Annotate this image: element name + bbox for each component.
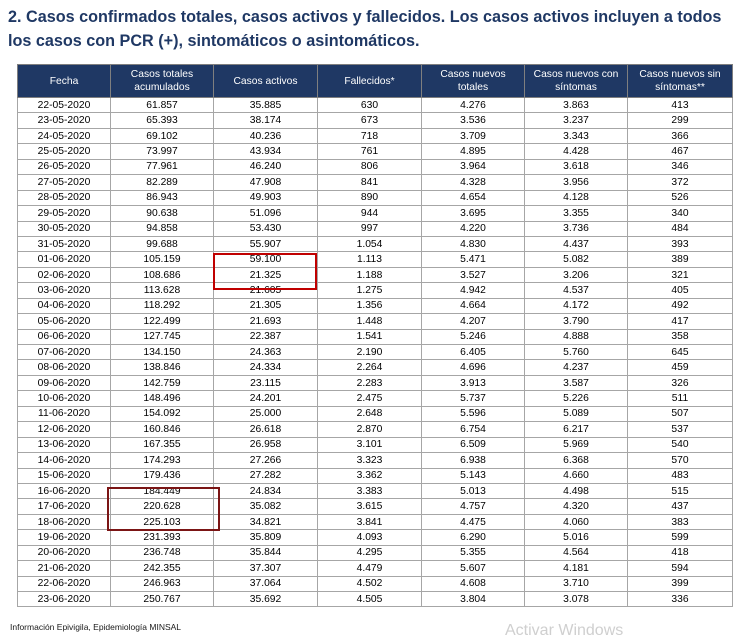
table-row	[18, 360, 733, 375]
cell-casos-nuevos-sin-sintomas: 570	[628, 453, 733, 468]
cell-casos-activos: 40.236	[214, 128, 318, 143]
cell-casos-totales-acumulados: 65.393	[111, 113, 214, 128]
cell-casos-nuevos-totales: 4.654	[422, 190, 525, 205]
table-row	[18, 545, 733, 560]
cell-fallecidos: 1.541	[318, 329, 422, 344]
cell-fecha: 06-06-2020	[18, 329, 111, 344]
table-row	[18, 221, 733, 236]
cell-casos-totales-acumulados: 77.961	[111, 159, 214, 174]
cell-fallecidos: 841	[318, 175, 422, 190]
cell-fallecidos: 3.841	[318, 514, 422, 529]
table-row	[18, 499, 733, 514]
cell-casos-activos: 24.363	[214, 345, 318, 360]
table-row	[18, 236, 733, 251]
cell-casos-nuevos-sin-sintomas: 484	[628, 221, 733, 236]
cell-casos-totales-acumulados: 236.748	[111, 545, 214, 560]
cell-fecha: 22-05-2020	[18, 98, 111, 113]
cell-casos-nuevos-con-sintomas: 3.710	[525, 576, 628, 591]
table-row	[18, 345, 733, 360]
cell-casos-activos: 27.282	[214, 468, 318, 483]
cell-casos-activos: 26.618	[214, 422, 318, 437]
cell-casos-nuevos-totales: 3.527	[422, 267, 525, 282]
table-header-row	[18, 65, 733, 98]
cell-casos-nuevos-totales: 6.938	[422, 453, 525, 468]
table-row	[18, 483, 733, 498]
cell-casos-nuevos-sin-sintomas: 399	[628, 576, 733, 591]
cell-casos-totales-acumulados: 220.628	[111, 499, 214, 514]
cell-fallecidos: 1.275	[318, 283, 422, 298]
table-row	[18, 561, 733, 576]
cell-casos-nuevos-con-sintomas: 5.760	[525, 345, 628, 360]
cell-fecha: 21-06-2020	[18, 561, 111, 576]
cell-casos-nuevos-con-sintomas: 5.082	[525, 252, 628, 267]
table-row	[18, 375, 733, 390]
cell-casos-nuevos-totales: 3.695	[422, 206, 525, 221]
header-fecha: Fecha	[18, 65, 111, 98]
cell-casos-nuevos-totales: 3.913	[422, 375, 525, 390]
cell-casos-nuevos-totales: 5.143	[422, 468, 525, 483]
cell-casos-nuevos-con-sintomas: 3.343	[525, 128, 628, 143]
cell-casos-nuevos-sin-sintomas: 413	[628, 98, 733, 113]
cell-fallecidos: 944	[318, 206, 422, 221]
cell-casos-nuevos-totales: 4.895	[422, 144, 525, 159]
table-row	[18, 98, 733, 113]
cell-fallecidos: 2.283	[318, 375, 422, 390]
cell-casos-activos: 22.387	[214, 329, 318, 344]
source-footer: Información Epivigila, Epidemiología MINSAL	[10, 622, 182, 632]
cell-casos-totales-acumulados: 94.858	[111, 221, 214, 236]
table-row	[18, 530, 733, 545]
cell-casos-nuevos-con-sintomas: 6.217	[525, 422, 628, 437]
header-casos-totales-acumulados: Casos totales acumulados	[111, 65, 214, 98]
cell-casos-nuevos-totales: 5.471	[422, 252, 525, 267]
cell-casos-totales-acumulados: 99.688	[111, 236, 214, 251]
cell-fallecidos: 4.502	[318, 576, 422, 591]
cell-casos-totales-acumulados: 179.436	[111, 468, 214, 483]
cell-casos-totales-acumulados: 69.102	[111, 128, 214, 143]
table-row	[18, 252, 733, 267]
cell-fallecidos: 806	[318, 159, 422, 174]
cell-casos-nuevos-con-sintomas: 6.368	[525, 453, 628, 468]
cell-casos-nuevos-con-sintomas: 3.237	[525, 113, 628, 128]
cell-casos-nuevos-sin-sintomas: 326	[628, 375, 733, 390]
cell-casos-totales-acumulados: 174.293	[111, 453, 214, 468]
cell-fallecidos: 2.648	[318, 406, 422, 421]
table-row	[18, 592, 733, 607]
cell-casos-nuevos-totales: 5.596	[422, 406, 525, 421]
cell-casos-totales-acumulados: 154.092	[111, 406, 214, 421]
cell-casos-activos: 26.958	[214, 437, 318, 452]
cell-casos-nuevos-totales: 5.355	[422, 545, 525, 560]
table-row	[18, 128, 733, 143]
header-casos-activos: Casos activos	[214, 65, 318, 98]
windows-activation-watermark: Activar Windows	[505, 622, 624, 639]
cell-fallecidos: 3.101	[318, 437, 422, 452]
cell-fallecidos: 2.870	[318, 422, 422, 437]
cell-casos-nuevos-sin-sintomas: 366	[628, 128, 733, 143]
cell-casos-totales-acumulados: 86.943	[111, 190, 214, 205]
cell-casos-nuevos-sin-sintomas: 340	[628, 206, 733, 221]
cell-fecha: 13-06-2020	[18, 437, 111, 452]
cell-fallecidos: 2.475	[318, 391, 422, 406]
cell-casos-activos: 53.430	[214, 221, 318, 236]
table-row	[18, 576, 733, 591]
cell-casos-nuevos-totales: 4.276	[422, 98, 525, 113]
cell-casos-totales-acumulados: 246.963	[111, 576, 214, 591]
cell-fecha: 24-05-2020	[18, 128, 111, 143]
cell-casos-totales-acumulados: 127.745	[111, 329, 214, 344]
cell-casos-nuevos-con-sintomas: 4.172	[525, 298, 628, 313]
cell-casos-nuevos-con-sintomas: 5.016	[525, 530, 628, 545]
cell-casos-totales-acumulados: 184.449	[111, 483, 214, 498]
cell-casos-nuevos-totales: 3.536	[422, 113, 525, 128]
cell-casos-nuevos-con-sintomas: 4.128	[525, 190, 628, 205]
cell-fecha: 08-06-2020	[18, 360, 111, 375]
cases-table	[17, 64, 733, 607]
cell-casos-totales-acumulados: 138.846	[111, 360, 214, 375]
cell-casos-nuevos-con-sintomas: 4.060	[525, 514, 628, 529]
cell-casos-nuevos-con-sintomas: 5.089	[525, 406, 628, 421]
cell-casos-activos: 49.903	[214, 190, 318, 205]
cell-fecha: 30-05-2020	[18, 221, 111, 236]
cell-casos-nuevos-totales: 3.709	[422, 128, 525, 143]
cell-fecha: 19-06-2020	[18, 530, 111, 545]
cell-casos-nuevos-con-sintomas: 3.863	[525, 98, 628, 113]
cell-casos-nuevos-sin-sintomas: 467	[628, 144, 733, 159]
cell-casos-nuevos-sin-sintomas: 321	[628, 267, 733, 282]
cell-casos-totales-acumulados: 160.846	[111, 422, 214, 437]
cell-casos-nuevos-sin-sintomas: 594	[628, 561, 733, 576]
cell-casos-totales-acumulados: 225.103	[111, 514, 214, 529]
cell-fecha: 12-06-2020	[18, 422, 111, 437]
cell-casos-nuevos-totales: 3.804	[422, 592, 525, 607]
cell-casos-totales-acumulados: 242.355	[111, 561, 214, 576]
cell-casos-totales-acumulados: 122.499	[111, 314, 214, 329]
cell-casos-nuevos-totales: 6.509	[422, 437, 525, 452]
cell-fecha: 07-06-2020	[18, 345, 111, 360]
cell-casos-activos: 21.325	[214, 267, 318, 282]
cell-casos-nuevos-sin-sintomas: 599	[628, 530, 733, 545]
cell-casos-nuevos-sin-sintomas: 515	[628, 483, 733, 498]
cell-casos-activos: 37.064	[214, 576, 318, 591]
cell-fecha: 11-06-2020	[18, 406, 111, 421]
cell-casos-totales-acumulados: 61.857	[111, 98, 214, 113]
cell-casos-activos: 47.908	[214, 175, 318, 190]
cell-fecha: 31-05-2020	[18, 236, 111, 251]
cell-fallecidos: 718	[318, 128, 422, 143]
cell-casos-nuevos-sin-sintomas: 492	[628, 298, 733, 313]
cell-fecha: 29-05-2020	[18, 206, 111, 221]
cell-casos-nuevos-totales: 4.942	[422, 283, 525, 298]
cell-fallecidos: 3.323	[318, 453, 422, 468]
table-row	[18, 468, 733, 483]
cell-fallecidos: 2.264	[318, 360, 422, 375]
cell-fallecidos: 4.505	[318, 592, 422, 607]
cell-casos-nuevos-sin-sintomas: 459	[628, 360, 733, 375]
cell-fallecidos: 3.362	[318, 468, 422, 483]
cell-casos-nuevos-sin-sintomas: 417	[628, 314, 733, 329]
cell-casos-nuevos-totales: 4.664	[422, 298, 525, 313]
cell-casos-nuevos-sin-sintomas: 346	[628, 159, 733, 174]
cell-casos-nuevos-con-sintomas: 3.206	[525, 267, 628, 282]
cell-casos-totales-acumulados: 82.289	[111, 175, 214, 190]
cell-casos-activos: 35.885	[214, 98, 318, 113]
cell-fallecidos: 630	[318, 98, 422, 113]
cell-fallecidos: 1.054	[318, 236, 422, 251]
cell-casos-nuevos-con-sintomas: 4.237	[525, 360, 628, 375]
cell-casos-totales-acumulados: 167.355	[111, 437, 214, 452]
cell-fallecidos: 997	[318, 221, 422, 236]
cell-casos-nuevos-totales: 6.405	[422, 345, 525, 360]
header-casos-nuevos-sin-sintomas: Casos nuevos sin síntomas**	[628, 65, 733, 98]
cell-casos-nuevos-con-sintomas: 4.498	[525, 483, 628, 498]
cell-fecha: 28-05-2020	[18, 190, 111, 205]
cell-casos-activos: 23.115	[214, 375, 318, 390]
table-row	[18, 283, 733, 298]
cell-casos-nuevos-con-sintomas: 3.587	[525, 375, 628, 390]
cell-casos-nuevos-sin-sintomas: 537	[628, 422, 733, 437]
cell-fallecidos: 1.188	[318, 267, 422, 282]
cell-fecha: 01-06-2020	[18, 252, 111, 267]
cell-casos-activos: 37.307	[214, 561, 318, 576]
cell-casos-nuevos-sin-sintomas: 393	[628, 236, 733, 251]
cell-casos-activos: 24.201	[214, 391, 318, 406]
cell-fecha: 09-06-2020	[18, 375, 111, 390]
cell-casos-activos: 21.305	[214, 298, 318, 313]
cell-casos-totales-acumulados: 134.150	[111, 345, 214, 360]
table-row	[18, 514, 733, 529]
cell-casos-nuevos-totales: 6.754	[422, 422, 525, 437]
cell-casos-activos: 51.096	[214, 206, 318, 221]
cell-casos-nuevos-sin-sintomas: 418	[628, 545, 733, 560]
cell-casos-activos: 35.809	[214, 530, 318, 545]
cell-casos-nuevos-totales: 3.964	[422, 159, 525, 174]
cell-casos-nuevos-con-sintomas: 4.437	[525, 236, 628, 251]
cell-casos-nuevos-con-sintomas: 3.956	[525, 175, 628, 190]
cell-casos-activos: 38.174	[214, 113, 318, 128]
cell-casos-nuevos-totales: 4.220	[422, 221, 525, 236]
cell-fecha: 04-06-2020	[18, 298, 111, 313]
cell-fecha: 15-06-2020	[18, 468, 111, 483]
cell-casos-totales-acumulados: 105.159	[111, 252, 214, 267]
cell-casos-nuevos-sin-sintomas: 540	[628, 437, 733, 452]
table-row	[18, 453, 733, 468]
table-row	[18, 190, 733, 205]
cell-casos-nuevos-totales: 4.696	[422, 360, 525, 375]
cell-casos-nuevos-totales: 5.737	[422, 391, 525, 406]
cell-casos-nuevos-totales: 4.757	[422, 499, 525, 514]
section-heading: 2. Casos confirmados totales, casos activos y fallecidos. Los casos activos incluyen a todos los casos con PCR (+), sintomáticos o asintomáticos.	[8, 8, 722, 50]
cell-casos-nuevos-totales: 4.207	[422, 314, 525, 329]
cell-fecha: 25-05-2020	[18, 144, 111, 159]
cell-casos-totales-acumulados: 231.393	[111, 530, 214, 545]
cell-casos-nuevos-con-sintomas: 3.790	[525, 314, 628, 329]
cell-casos-nuevos-sin-sintomas: 383	[628, 514, 733, 529]
table-row	[18, 391, 733, 406]
table-row	[18, 144, 733, 159]
cell-casos-totales-acumulados: 118.292	[111, 298, 214, 313]
cell-fallecidos: 1.448	[318, 314, 422, 329]
table-row	[18, 422, 733, 437]
cell-casos-activos: 24.334	[214, 360, 318, 375]
table-row	[18, 437, 733, 452]
cell-fecha: 27-05-2020	[18, 175, 111, 190]
cell-casos-totales-acumulados: 113.628	[111, 283, 214, 298]
cell-casos-activos: 35.082	[214, 499, 318, 514]
table-row	[18, 159, 733, 174]
cell-casos-activos: 25.000	[214, 406, 318, 421]
cell-casos-activos: 46.240	[214, 159, 318, 174]
cell-casos-activos: 21.605	[214, 283, 318, 298]
cell-casos-activos: 59.100	[214, 252, 318, 267]
cell-casos-nuevos-totales: 5.246	[422, 329, 525, 344]
cell-fallecidos: 3.383	[318, 483, 422, 498]
cell-casos-nuevos-con-sintomas: 4.537	[525, 283, 628, 298]
cell-casos-nuevos-sin-sintomas: 405	[628, 283, 733, 298]
table-row	[18, 175, 733, 190]
cell-casos-nuevos-totales: 6.290	[422, 530, 525, 545]
table-row	[18, 406, 733, 421]
cell-casos-nuevos-totales: 4.475	[422, 514, 525, 529]
cell-casos-nuevos-sin-sintomas: 645	[628, 345, 733, 360]
cell-casos-nuevos-sin-sintomas: 336	[628, 592, 733, 607]
cell-fecha: 20-06-2020	[18, 545, 111, 560]
cell-casos-nuevos-sin-sintomas: 511	[628, 391, 733, 406]
cell-fallecidos: 1.356	[318, 298, 422, 313]
cell-casos-nuevos-sin-sintomas: 526	[628, 190, 733, 205]
cell-casos-nuevos-totales: 5.607	[422, 561, 525, 576]
cell-casos-activos: 35.692	[214, 592, 318, 607]
cell-casos-nuevos-con-sintomas: 4.320	[525, 499, 628, 514]
cell-fecha: 23-06-2020	[18, 592, 111, 607]
cell-casos-activos: 55.907	[214, 236, 318, 251]
table-row	[18, 267, 733, 282]
cell-fecha: 02-06-2020	[18, 267, 111, 282]
table-row	[18, 329, 733, 344]
cell-casos-nuevos-con-sintomas: 3.078	[525, 592, 628, 607]
table-row	[18, 314, 733, 329]
cell-casos-activos: 43.934	[214, 144, 318, 159]
cell-fallecidos: 2.190	[318, 345, 422, 360]
cell-casos-nuevos-sin-sintomas: 372	[628, 175, 733, 190]
cell-fecha: 18-06-2020	[18, 514, 111, 529]
table-row	[18, 206, 733, 221]
cell-casos-nuevos-sin-sintomas: 437	[628, 499, 733, 514]
cell-casos-nuevos-con-sintomas: 5.969	[525, 437, 628, 452]
cell-fallecidos: 4.295	[318, 545, 422, 560]
cell-casos-nuevos-sin-sintomas: 507	[628, 406, 733, 421]
cell-casos-nuevos-sin-sintomas: 299	[628, 113, 733, 128]
cell-casos-totales-acumulados: 108.686	[111, 267, 214, 282]
cell-fecha: 23-05-2020	[18, 113, 111, 128]
cell-casos-nuevos-con-sintomas: 5.226	[525, 391, 628, 406]
cell-casos-nuevos-con-sintomas: 3.736	[525, 221, 628, 236]
cell-casos-nuevos-sin-sintomas: 483	[628, 468, 733, 483]
cell-casos-nuevos-totales: 4.328	[422, 175, 525, 190]
cell-casos-nuevos-con-sintomas: 3.355	[525, 206, 628, 221]
cell-fecha: 03-06-2020	[18, 283, 111, 298]
cell-casos-nuevos-sin-sintomas: 358	[628, 329, 733, 344]
cell-fallecidos: 1.113	[318, 252, 422, 267]
cell-fallecidos: 673	[318, 113, 422, 128]
cell-casos-totales-acumulados: 73.997	[111, 144, 214, 159]
cell-fecha: 10-06-2020	[18, 391, 111, 406]
cell-fecha: 26-05-2020	[18, 159, 111, 174]
cell-fallecidos: 4.479	[318, 561, 422, 576]
cell-fecha: 16-06-2020	[18, 483, 111, 498]
cell-casos-nuevos-con-sintomas: 3.618	[525, 159, 628, 174]
table-row	[18, 113, 733, 128]
header-fallecidos: Fallecidos*	[318, 65, 422, 98]
cell-fallecidos: 4.093	[318, 530, 422, 545]
cell-casos-totales-acumulados: 250.767	[111, 592, 214, 607]
cell-casos-totales-acumulados: 90.638	[111, 206, 214, 221]
table-row	[18, 298, 733, 313]
cell-casos-nuevos-con-sintomas: 4.888	[525, 329, 628, 344]
cell-fallecidos: 761	[318, 144, 422, 159]
cell-casos-nuevos-con-sintomas: 4.564	[525, 545, 628, 560]
cell-fecha: 22-06-2020	[18, 576, 111, 591]
cell-casos-activos: 35.844	[214, 545, 318, 560]
cell-casos-nuevos-con-sintomas: 4.428	[525, 144, 628, 159]
cell-fecha: 14-06-2020	[18, 453, 111, 468]
cell-casos-nuevos-totales: 5.013	[422, 483, 525, 498]
cell-casos-nuevos-totales: 4.830	[422, 236, 525, 251]
cell-casos-nuevos-totales: 4.608	[422, 576, 525, 591]
cell-casos-activos: 27.266	[214, 453, 318, 468]
cell-casos-nuevos-con-sintomas: 4.660	[525, 468, 628, 483]
header-casos-nuevos-con-sintomas: Casos nuevos con síntomas	[525, 65, 628, 98]
cell-casos-activos: 21.693	[214, 314, 318, 329]
cell-casos-nuevos-con-sintomas: 4.181	[525, 561, 628, 576]
cell-casos-totales-acumulados: 148.496	[111, 391, 214, 406]
cell-casos-activos: 24.834	[214, 483, 318, 498]
cell-fecha: 05-06-2020	[18, 314, 111, 329]
cell-fallecidos: 890	[318, 190, 422, 205]
cell-fallecidos: 3.615	[318, 499, 422, 514]
table-body	[18, 98, 733, 607]
cell-casos-nuevos-sin-sintomas: 389	[628, 252, 733, 267]
cell-fecha: 17-06-2020	[18, 499, 111, 514]
header-casos-nuevos-totales: Casos nuevos totales	[422, 65, 525, 98]
cell-casos-totales-acumulados: 142.759	[111, 375, 214, 390]
cell-casos-activos: 34.821	[214, 514, 318, 529]
